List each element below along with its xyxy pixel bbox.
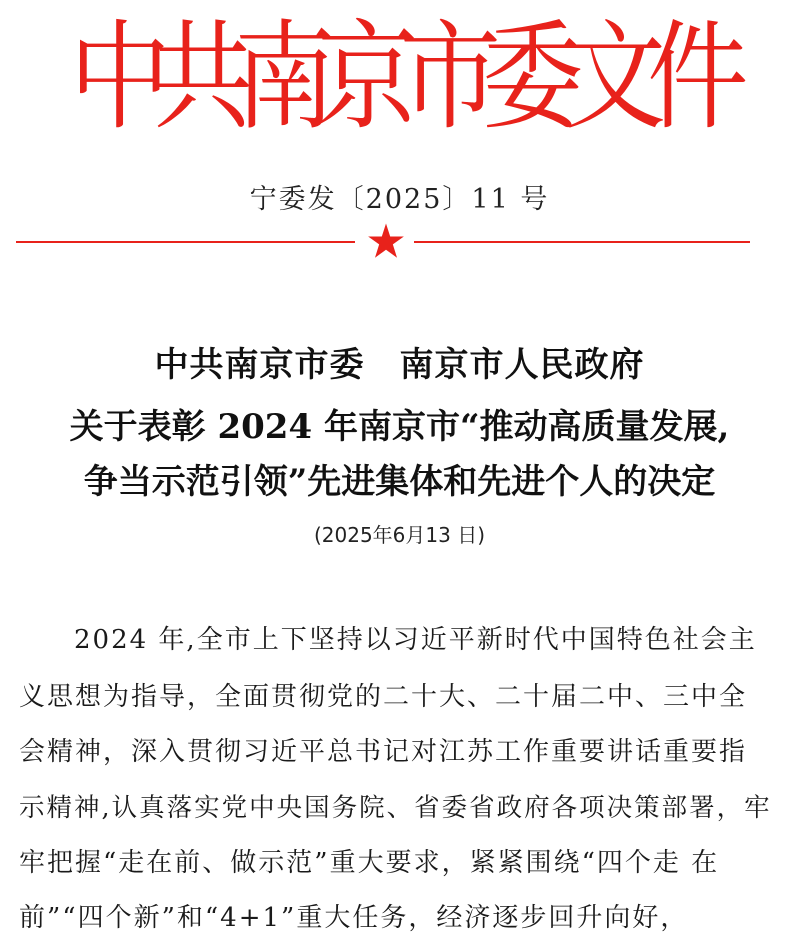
issuer-title: 中共南京市委文件 bbox=[69, 8, 730, 146]
body-text-line: 牢把握“走在前、做示范”重大要求，紧紧围绕“四个走 在 bbox=[19, 848, 720, 878]
document-number: 宁委发〔2025〕11 号 bbox=[249, 184, 550, 215]
body-text-line: 示精神,认真落实党中央国务院、省委省政府各项决策部署，牢 bbox=[19, 793, 772, 823]
red-star-icon bbox=[367, 222, 405, 260]
body-text-line: 会精神，深入贯彻习近平总书记对江苏工作重要讲话重要指 bbox=[19, 737, 748, 767]
decision-title-line-3: 争当示范引领”先进集体和先进个人的决定 bbox=[83, 462, 716, 502]
decision-title-line-1: 中共南京市委 南京市人民政府 bbox=[154, 345, 645, 385]
red-divider-left bbox=[16, 241, 355, 243]
body-text-line: 2024 年,全市上下坚持以习近平新时代中国特色社会主 bbox=[74, 625, 757, 655]
body-text-line: 前”“四个新”和“4+1”重大任务，经济逐步回升向好， bbox=[19, 903, 689, 933]
decision-date: (2025年6月13 日) bbox=[313, 523, 486, 547]
red-divider-right bbox=[414, 241, 750, 243]
body-text-line: 义思想为指导，全面贯彻党的二十大、二十届二中、三中全 bbox=[19, 682, 748, 712]
decision-title-line-2: 关于表彰 2024 年南京市“推动高质量发展, bbox=[69, 407, 730, 447]
